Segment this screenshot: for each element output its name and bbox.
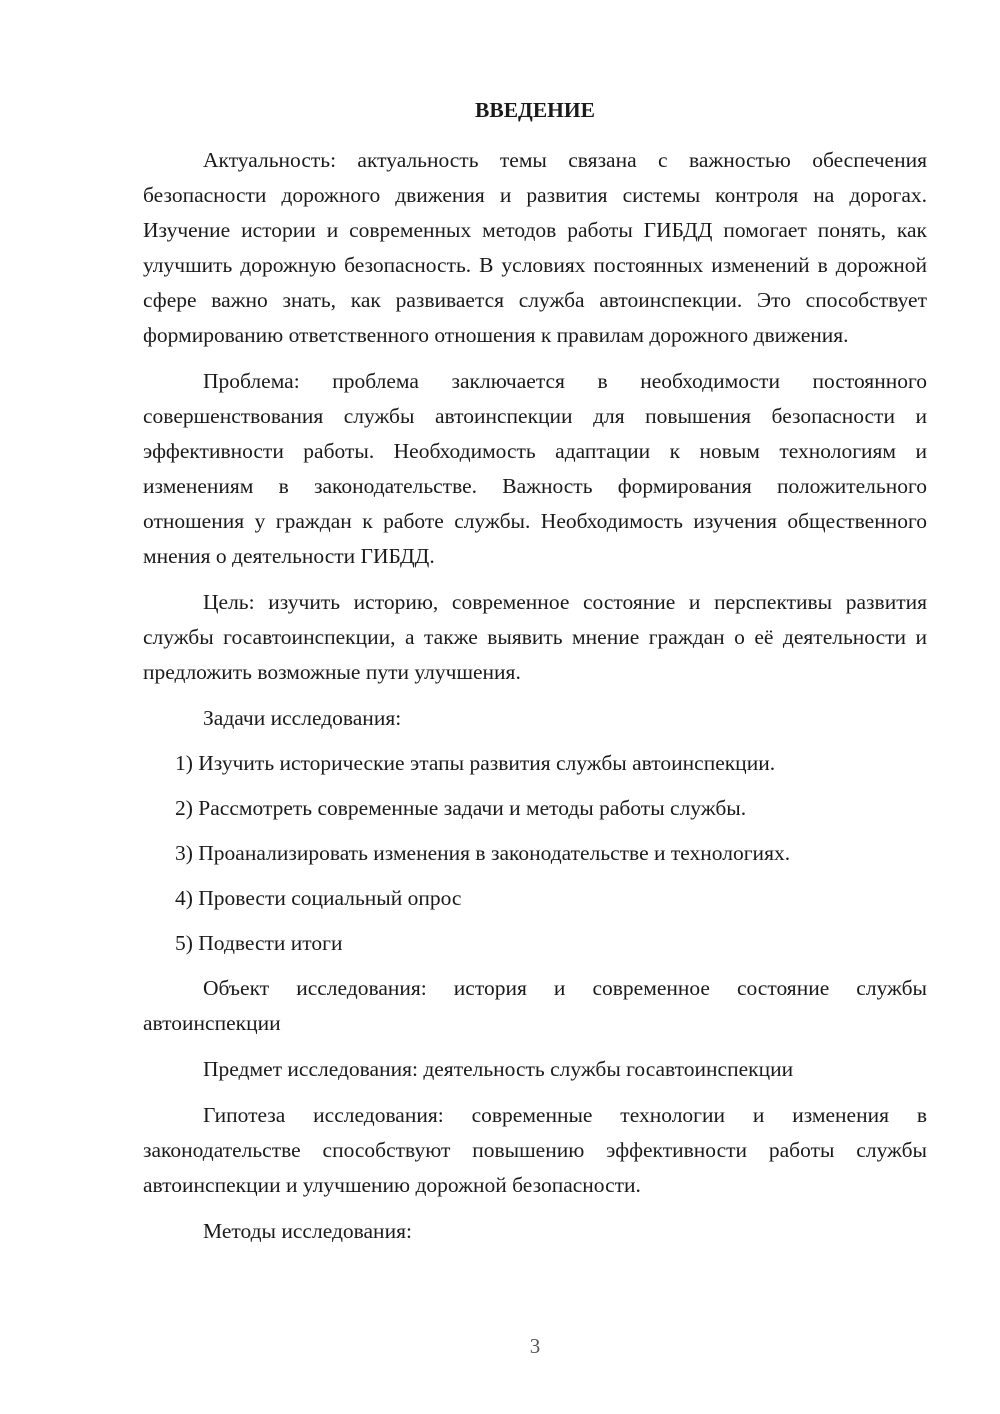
task-item: 3) Проанализировать изменения в законодательстве и технологиях.	[175, 841, 791, 865]
task-item: 4) Провести социальный опрос	[175, 886, 462, 910]
document-page	[143, 95, 927, 1260]
tasks-label: Задачи исследования:	[203, 706, 402, 730]
paragraph-relevance: Актуальность: актуальность темы связана с важностью обеспечения безопасности дорожного движения и развития системы контроля на дорогах. Изучение истории и современных методов работы ГИБДД помогает понять, как улучшить дорожную безопасность. В условиях постоянных изменений в дорожной сфере важно знать, как развивается служба автоинспекции. Это способствует формированию ответственного отношения к правилам дорожного движения.	[143, 148, 927, 347]
task-item: 1) Изучить исторические этапы развития службы автоинспекции.	[175, 751, 776, 775]
task-list	[143, 746, 927, 961]
paragraph-goal: Цель: изучить историю, современное состояние и перспективы развития службы госавтоинспекции, а также выявить мнение граждан о её деятельности и предложить возможные пути улучшения.	[143, 590, 927, 684]
page-title: ВВЕДЕНИЕ	[475, 98, 595, 122]
task-item: 2) Рассмотреть современные задачи и методы работы службы.	[175, 796, 747, 820]
paragraph-hypothesis: Гипотеза исследования: современные технологии и изменения в законодательстве способствуют повышению эффективности работы службы автоинспекции и улучшению дорожной безопасности.	[143, 1103, 927, 1197]
paragraph-subject: Предмет исследования: деятельность службы госавтоинспекции	[203, 1057, 794, 1081]
paragraph-problem: Проблема: проблема заключается в необходимости постоянного совершенствования службы автоинспекции для повышения безопасности и эффективности работы. Необходимость адаптации к новым технологиям и изменениям в законодательстве. Важность формирования положительного отношения у граждан к работе службы. Необходимость изучения общественного мнения о деятельности ГИБДД.	[143, 369, 927, 568]
paragraph-methods: Методы исследования:	[203, 1219, 412, 1243]
page-number: 3	[529, 1334, 541, 1358]
task-item: 5) Подвести итоги	[175, 931, 343, 955]
paragraph-object: Объект исследования: история и современное состояние службы автоинспекции	[143, 976, 927, 1035]
